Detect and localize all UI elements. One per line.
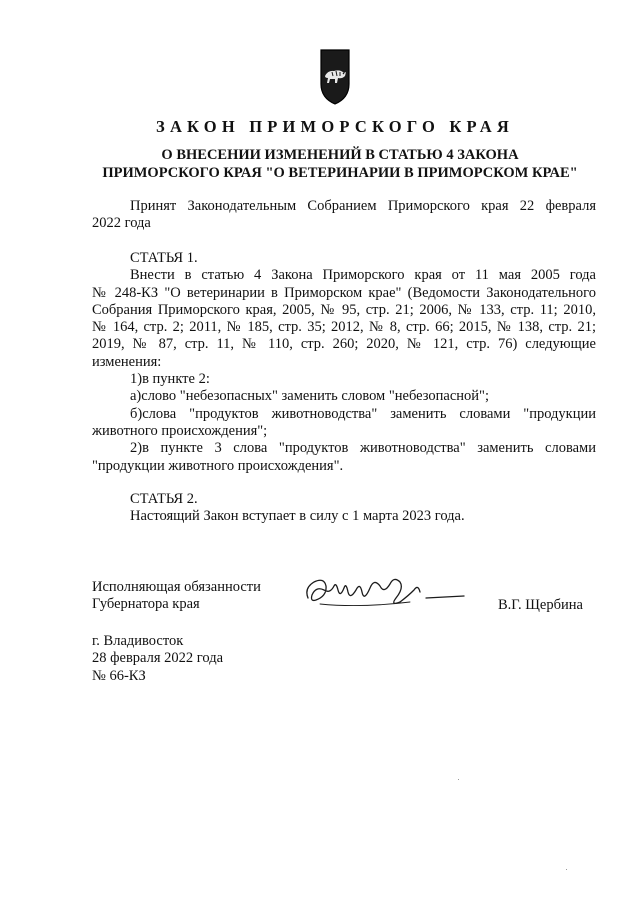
amendment-item-1a: а)слово "небезопасных" заменить словом "небезопасной"; xyxy=(130,388,490,405)
article-2 xyxy=(92,491,596,526)
article-1-line: изменения: xyxy=(92,353,162,370)
article-1-line: 2019, № 87, стр. 11, № 110, стр. 260; 2020, № 121, стр. 76) следующие xyxy=(92,336,596,353)
article-2-text: Настоящий Закон вступает в силу с 1 марта 2023 года. xyxy=(130,508,465,525)
signer-name: В.Г. Щербина xyxy=(498,597,583,613)
adoption-statement xyxy=(92,198,596,233)
article-1-line: № 164, стр. 2; 2011, № 185, стр. 35; 2012, № 8, стр. 66; 2015, № 138, стр. 21; xyxy=(92,319,596,336)
law-title-line-2: ПРИМОРСКОГО КРАЯ "О ВЕТЕРИНАРИИ В ПРИМОРСКОМ КРАЕ" xyxy=(102,165,578,181)
amendment-item-1: 1)в пункте 2: xyxy=(130,371,210,388)
signer-position xyxy=(92,579,261,614)
amendment-item-2-line-2: "продукции животного происхождения". xyxy=(92,457,344,474)
article-1-line: № 248-КЗ "О ветеринарии в Приморском крае" (Ведомости Законодательного xyxy=(92,284,596,301)
signer-position-line-1: Исполняющая обязанности xyxy=(92,579,261,595)
footer-number: № 66-КЗ xyxy=(92,667,146,684)
article-1 xyxy=(92,250,596,475)
law-heading: ЗАКОН ПРИМОРСКОГО КРАЯ xyxy=(156,117,514,136)
scan-speck xyxy=(458,779,459,780)
adoption-line-1: Принят Законодательным Собранием Приморского края 22 февраля xyxy=(130,198,596,214)
handwritten-signature xyxy=(300,568,470,614)
law-title xyxy=(60,146,620,182)
scan-speck xyxy=(566,869,567,870)
coat-of-arms-icon xyxy=(318,48,352,106)
amendment-item-1b-line-1: б)слова "продуктов животноводства" заменить словами "продукции xyxy=(130,405,596,422)
footer-date: 28 февраля 2022 года xyxy=(92,650,224,667)
article-1-line: Собрания Приморского края, 2005, № 95, стр. 21; 2006, № 133, стр. 11; 2010, xyxy=(92,301,596,318)
footer-city: г. Владивосток xyxy=(92,633,184,649)
document-footer xyxy=(92,633,223,685)
amendment-item-2-line-1: 2)в пункте 3 слова "продуктов животноводства" заменить словами xyxy=(130,440,596,457)
adoption-line-2: 2022 года xyxy=(92,215,151,232)
law-title-line-1: О ВНЕСЕНИИ ИЗМЕНЕНИЙ В СТАТЬЮ 4 ЗАКОНА xyxy=(161,147,519,163)
article-1-line: Внести в статью 4 Закона Приморского края от 11 мая 2005 года xyxy=(130,267,596,284)
article-1-heading: СТАТЬЯ 1. xyxy=(130,250,198,266)
signer-position-line-2: Губернатора края xyxy=(92,596,200,613)
amendment-item-1b-line-2: животного происхождения"; xyxy=(92,422,268,439)
article-2-heading: СТАТЬЯ 2. xyxy=(130,491,198,507)
